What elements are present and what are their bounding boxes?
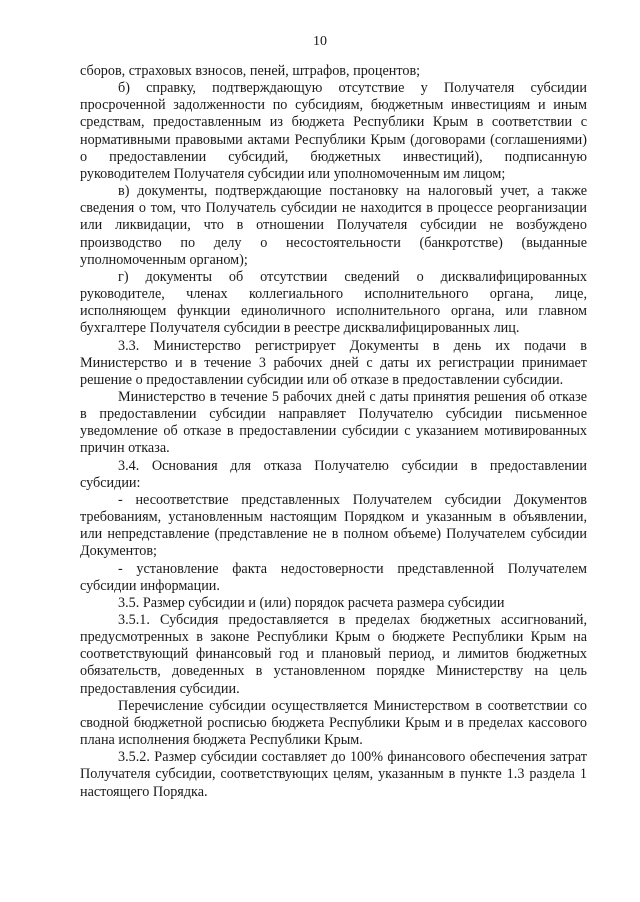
paragraph-3-3: 3.3. Министерство регистрирует Документы в день их подачи в Министерство и в течение 3 рабочих дней с даты их регистрации принимает решение о предоставлении субсидии или об отказе в предоставлении субсидии. (80, 337, 587, 388)
paragraph-3-5-2: 3.5.2. Размер субсидии составляет до 100% финансового обеспечения затрат Получателя субсидии, соответствующих целям, указанным в пункте 1.3 раздела 1 настоящего Порядка. (80, 749, 587, 800)
paragraph-3-5-1: 3.5.1. Субсидия предоставляется в пределах бюджетных ассигнований, предусмотренных в законе Республики Крым о бюджете Республики Крым на соответствующий финансовый год и плановый период, и лимитов бюджетных обязательств, доведенных в установленном порядке Министерству на цель предоставления субсидии. (80, 612, 587, 697)
paragraph-refusal-reason-2: - установление факта недостоверности представленной Получателем субсидии информации. (80, 560, 587, 594)
page-number: 10 (313, 34, 327, 49)
paragraph-refusal-notice: Министерство в течение 5 рабочих дней с даты принятия решения об отказе в предоставлении субсидии направляет Получателю субсидии письменное уведомление об отказе в предоставлении субсидии с указанием мотивированных причин отказа. (80, 388, 587, 457)
paragraph-item-v: в) документы, подтверждающие постановку на налоговый учет, а также сведения о том, что Получатель субсидии не находится в процессе реорганизации или ликвидации, что в отношении Получателя субсидии не возбуждено производство по делу о несостоятельности (банкротстве) (выданные уполномоченным органом); (80, 183, 587, 268)
paragraph-item-g: г) документы об отсутствии сведений о дисквалифицированных руководителе, членах коллегиального исполнительного органа, лице, исполняющем функции единоличного исполнительного органа, или главном бухгалтере Получателя субсидии в реестре дисквалифицированных лиц. (80, 268, 587, 337)
paragraph-item-b: б) справку, подтверждающую отсутствие у Получателя субсидии просроченной задолженности по субсидиям, бюджетным инвестициям и иным средствам, предоставленным из бюджета Республики Крым в соответствии с нормативными правовыми актами Республики Крым (договорами (соглашениями) о предоставлении субсидий, бюджетных инвестиций), подписанную руководителем Получателя субсидии или уполномоченным им лицом; (80, 80, 587, 182)
paragraph-continuation: сборов, страховых взносов, пеней, штрафов, процентов; (80, 63, 421, 79)
paragraph-3-5: 3.5. Размер субсидии и (или) порядок расчета размера субсидии (118, 594, 505, 611)
document-body (80, 63, 587, 801)
paragraph-transfer: Перечисление субсидии осуществляется Министерством в соответствии со сводной бюджетной росписью бюджета Республики Крым и в пределах кассового плана исполнения бюджета Республики Крым. (80, 697, 587, 749)
paragraph-3-4: 3.4. Основания для отказа Получателю субсидии в предоставлении субсидии: (80, 457, 587, 491)
paragraph-refusal-reason-1: - несоответствие представленных Получателем субсидии Документов требованиям, установленным настоящим Порядком и указанным в объявлении, или непредставление (представление не в полном объеме) Получателем субсидии Документов; (80, 491, 587, 560)
